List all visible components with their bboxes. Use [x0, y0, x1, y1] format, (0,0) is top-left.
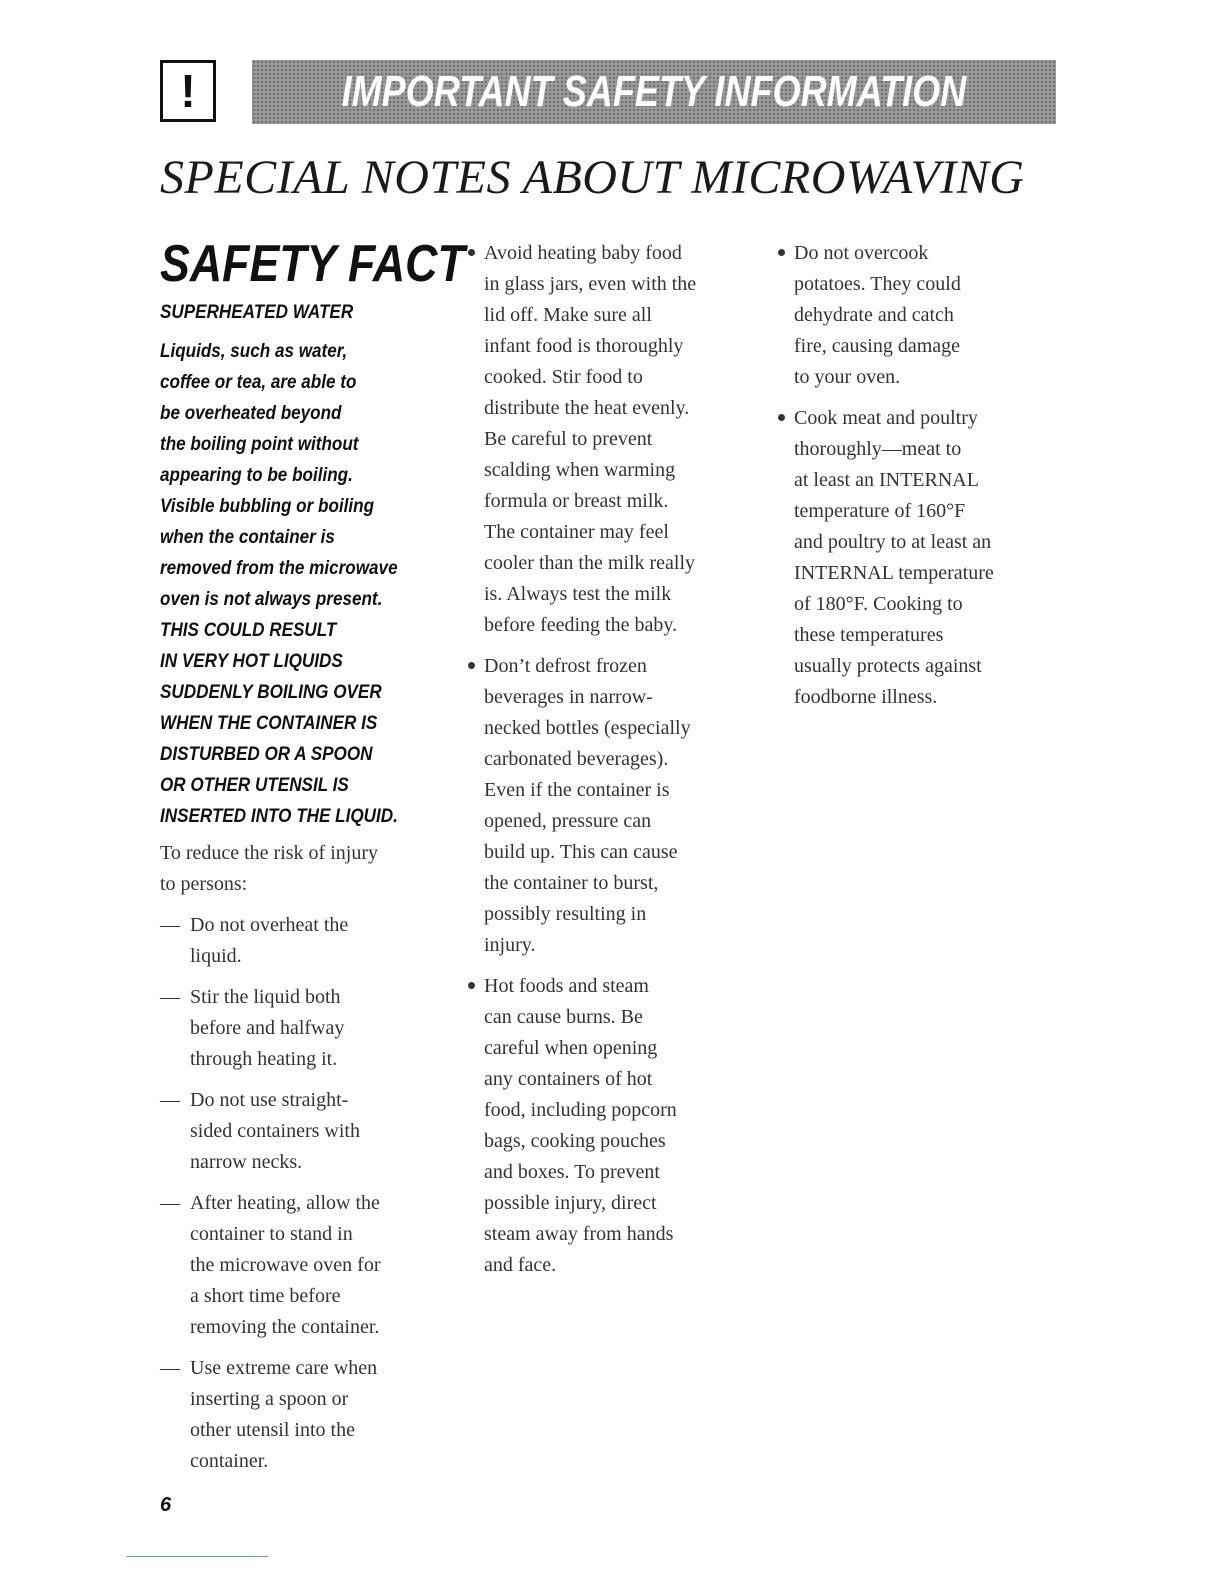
bullet-line: scalding when warming: [484, 459, 676, 481]
warning-line: the boiling point without: [160, 434, 359, 455]
warning-line: coffee or tea, are able to: [160, 372, 357, 393]
bullet-line: fire, causing damage: [794, 335, 961, 357]
bullet-line: steam away from hands: [484, 1223, 674, 1245]
bullet-icon: [468, 249, 475, 256]
bullet-item: [776, 238, 1066, 393]
bullet-item: [466, 971, 756, 1281]
dash-mark: —: [160, 1089, 180, 1111]
column-3: [776, 238, 1066, 723]
bullet-line: of 180°F. Cooking to: [794, 593, 963, 615]
bullet-line: Do not overcook: [794, 242, 929, 264]
warning-line: removed from the microwave: [160, 558, 398, 579]
bullet-line: the container to burst,: [484, 872, 659, 894]
bullet-line: The container may feel: [484, 521, 669, 543]
precaution-item: [160, 1085, 450, 1178]
precaution-line: through heating it.: [190, 1048, 338, 1070]
bullet-line: bags, cooking pouches: [484, 1130, 666, 1152]
warning-line: when the container is: [160, 527, 335, 548]
bullet-icon: [468, 982, 475, 989]
precaution-line: container.: [190, 1450, 269, 1472]
bullet-item: [466, 238, 756, 641]
bullet-line: Even if the container is: [484, 779, 670, 801]
dash-mark: —: [160, 914, 180, 936]
precaution-line: Do not overheat the: [190, 914, 349, 936]
warning-line: SUDDENLY BOILING OVER: [160, 682, 382, 703]
bullet-line: Don’t defrost frozen: [484, 655, 647, 677]
intro-text: [160, 838, 450, 900]
warning-line: appearing to be boiling.: [160, 465, 353, 486]
warning-line: oven is not always present.: [160, 589, 383, 610]
dash-mark: —: [160, 1357, 180, 1379]
bullet-line: necked bottles (especially: [484, 717, 691, 739]
bullet-line: dehydrate and catch: [794, 304, 954, 326]
page-number: 6: [160, 1494, 172, 1516]
bullet-icon: [468, 662, 475, 669]
precaution-item: [160, 910, 450, 972]
warning-line: WHEN THE CONTAINER IS: [160, 713, 378, 734]
bullet-line: possibly resulting in: [484, 903, 647, 925]
bullet-item: [776, 403, 1066, 713]
precaution-line: removing the container.: [190, 1316, 380, 1338]
bullet-line: can cause burns. Be: [484, 1006, 643, 1028]
bullet-line: Hot foods and steam: [484, 975, 649, 997]
bullet-line: thoroughly—meat to: [794, 438, 962, 460]
bullet-line: any containers of hot: [484, 1068, 653, 1090]
bullet-item: [466, 651, 756, 961]
precaution-line: liquid.: [190, 945, 242, 967]
intro-line: To reduce the risk of injury: [160, 842, 378, 864]
warning-line: IN VERY HOT LIQUIDS: [160, 651, 343, 672]
bullet-line: food, including popcorn: [484, 1099, 677, 1121]
precaution-list: [160, 910, 450, 1477]
bullet-line: and face.: [484, 1254, 557, 1276]
header: [160, 60, 1056, 124]
bullet-line: potatoes. They could: [794, 273, 961, 295]
bullet-line: in glass jars, even with the: [484, 273, 697, 295]
warning-symbol: !: [180, 65, 196, 117]
bullet-line: before feeding the baby.: [484, 614, 678, 636]
precaution-line: inserting a spoon or: [190, 1388, 349, 1410]
precaution-line: narrow necks.: [190, 1151, 303, 1173]
bullet-line: infant food is thoroughly: [484, 335, 684, 357]
bullet-line: INTERNAL temperature: [794, 562, 994, 584]
bullet-icon: [778, 249, 785, 256]
precaution-line: Use extreme care when: [190, 1357, 378, 1379]
column-2: [466, 238, 756, 1291]
bullet-line: careful when opening: [484, 1037, 658, 1059]
bullet-icon: [778, 414, 785, 421]
precaution-line: a short time before: [190, 1285, 341, 1307]
section-title: SPECIAL NOTES ABOUT MICROWAVING: [160, 151, 1025, 204]
precaution-line: sided containers with: [190, 1120, 360, 1142]
warning-line: Visible bubbling or boiling: [160, 496, 375, 517]
bullet-line: cooked. Stir food to: [484, 366, 643, 388]
warning-line: DISTURBED OR A SPOON: [160, 744, 373, 765]
warning-line: be overheated beyond: [160, 403, 342, 424]
bullet-line: is. Always test the milk: [484, 583, 672, 605]
warning-icon: [160, 60, 216, 122]
footer-rule: [126, 1556, 268, 1557]
warning-line: THIS COULD RESULT: [160, 620, 337, 641]
bullet-line: beverages in narrow-: [484, 686, 653, 708]
precaution-line: Stir the liquid both: [190, 986, 341, 1008]
bullet-line: and poultry to at least an: [794, 531, 992, 553]
precaution-line: After heating, allow the: [190, 1192, 380, 1214]
bullet-line: distribute the heat evenly.: [484, 397, 690, 419]
bullet-line: formula or breast milk.: [484, 490, 669, 512]
banner-title: IMPORTANT SAFETY INFORMATION: [341, 67, 967, 116]
safety-fact-heading: SAFETY FACT: [160, 235, 465, 293]
bullet-line: to your oven.: [794, 366, 901, 388]
precaution-line: the microwave oven for: [190, 1254, 381, 1276]
warning-line: INSERTED INTO THE LIQUID.: [160, 806, 398, 827]
warning-text: [160, 336, 450, 832]
title-banner: [252, 60, 1056, 124]
bullet-line: temperature of 160°F: [794, 500, 966, 522]
bullet-line: Cook meat and poultry: [794, 407, 978, 429]
precaution-line: other utensil into the: [190, 1419, 355, 1441]
warning-line: OR OTHER UTENSIL IS: [160, 775, 349, 796]
bullet-line: and boxes. To prevent: [484, 1161, 660, 1183]
precaution-item: [160, 982, 450, 1075]
precaution-line: before and halfway: [190, 1017, 345, 1039]
bullet-line: opened, pressure can: [484, 810, 652, 832]
bullet-line: build up. This can cause: [484, 841, 678, 863]
bullet-line: usually protects against: [794, 655, 982, 677]
bullet-line: Be careful to prevent: [484, 428, 653, 450]
column-safety-fact: [160, 235, 465, 1477]
bullet-line: Avoid heating baby food: [484, 242, 682, 264]
bullet-line: these temperatures: [794, 624, 944, 646]
bullet-line: foodborne illness.: [794, 686, 938, 708]
bullet-line: lid off. Make sure all: [484, 304, 652, 326]
bullet-line: possible injury, direct: [484, 1192, 657, 1214]
bullet-line: injury.: [484, 934, 536, 956]
warning-line: Liquids, such as water,: [160, 341, 348, 362]
dash-mark: —: [160, 986, 180, 1008]
bullet-line: at least an INTERNAL: [794, 469, 979, 491]
bullet-line: cooler than the milk really: [484, 552, 696, 574]
intro-line: to persons:: [160, 873, 248, 895]
precaution-item: [160, 1188, 450, 1343]
dash-mark: —: [160, 1192, 180, 1214]
superheated-water-subheading: SUPERHEATED WATER: [160, 302, 354, 323]
precaution-line: Do not use straight-: [190, 1089, 349, 1111]
precaution-line: container to stand in: [190, 1223, 353, 1245]
bullet-line: carbonated beverages).: [484, 748, 669, 770]
precaution-item: [160, 1353, 450, 1477]
